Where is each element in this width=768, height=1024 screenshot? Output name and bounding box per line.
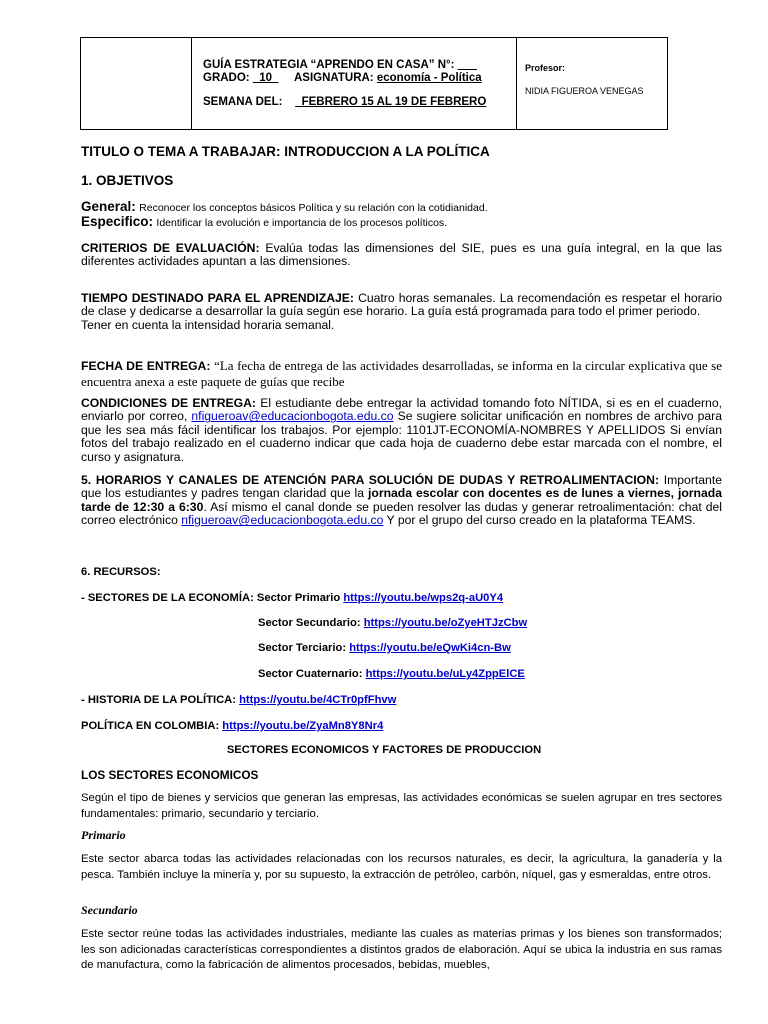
- schedule-hours: jornada escolar con docentes es de lunes a viernes, jornada tarde de 12:30 a 6:30: [81, 486, 722, 514]
- time-text-2: Tener en cuenta la intensidad horaria semanal.: [81, 317, 335, 332]
- resources-heading: 6. RECURSOS:: [81, 566, 161, 578]
- history-link[interactable]: https://youtu.be/4CTr0pfFhvw: [239, 694, 397, 706]
- teacher-cell: [517, 38, 667, 129]
- colombia-resource: [81, 720, 383, 732]
- subject-value: economía - Política: [376, 72, 482, 84]
- primary-paragraph: Este sector abarca todas las actividades relacionadas con los recursos naturales, es decir, la agricultura, la ganadería y la pesca. También incluye la minería y, por su supuesto, la extracción de petróleo, carbón, níquel, gas y esmeraldas, entre otros.: [81, 853, 722, 881]
- schedule-label: 5. HORARIOS Y CANALES DE ATENCIÓN PARA SOLUCIÓN DE DUDAS Y RETROALIMENTACION:: [81, 473, 660, 487]
- colombia-link[interactable]: https://youtu.be/ZyaMn8Y8Nr4: [222, 720, 384, 732]
- topic-title: TITULO O TEMA A TRABAJAR: INTRODUCCION A LA POLÍTICA: [81, 144, 490, 159]
- delivery-conditions: [81, 397, 722, 464]
- intro-paragraph: Según el tipo de bienes y servicios que generan las empresas, las actividades económicas se suelen agrupar en tres sectores fundamentales: primario, secundario y terciario.: [81, 792, 722, 820]
- sectors-resource: [81, 592, 503, 604]
- header-table: [80, 37, 668, 130]
- colombia-label: POLÍTICA EN COLOMBIA:: [81, 720, 220, 732]
- quaternary-label: Sector Cuaternario:: [258, 668, 363, 680]
- conditions-label: CONDICIONES DE ENTREGA:: [81, 396, 256, 410]
- week-line: [203, 96, 486, 108]
- schedule-text-a: Importante que los estudiantes y padres tengan claridad que la: [81, 473, 722, 501]
- logo-cell: [81, 38, 192, 129]
- guide-info-cell: [192, 38, 517, 129]
- sectors-label: - SECTORES DE LA ECONOMÍA: Sector Primario: [81, 592, 341, 604]
- conditions-text-a: El estudiante debe entregar la actividad tomando foto NÍTIDA, si es en el cuaderno, enviarlo por correo,: [81, 396, 722, 424]
- schedule-text-b: . Así mismo el canal donde se pueden resolver las dudas y generar retroalimentación: chat del correo electrónico: [81, 499, 722, 528]
- specific-objective: [81, 215, 722, 230]
- sectors-heading: LOS SECTORES ECONOMICOS: [81, 768, 259, 782]
- specific-label: Especifico:: [81, 214, 154, 229]
- secondary-heading: Secundario: [81, 903, 138, 917]
- week-label: SEMANA DEL:: [203, 96, 283, 108]
- tertiary-resource: [258, 642, 511, 654]
- tertiary-sector-link[interactable]: https://youtu.be/eQwKi4cn-Bw: [349, 642, 511, 654]
- schedule-section: [81, 474, 722, 528]
- criteria-label: CRITERIOS DE EVALUACIÓN:: [81, 241, 260, 255]
- guide-number: ___: [457, 59, 477, 71]
- week-value: _FEBRERO 15 AL 19 DE FEBRERO: [295, 96, 487, 108]
- secondary-label: Sector Secundario:: [258, 617, 361, 629]
- time-label: TIEMPO DESTINADO PARA EL APRENDIZAJE:: [81, 291, 354, 305]
- teacher-label: Profesor:: [525, 63, 566, 73]
- guide-title: [203, 59, 477, 71]
- teacher-name: NIDIA FIGUEROA VENEGAS: [525, 86, 644, 96]
- history-resource: [81, 694, 396, 706]
- specific-text: Identificar la evolución e importancia de los procesos políticos.: [156, 217, 448, 229]
- quaternary-sector-link[interactable]: https://youtu.be/uLy4ZppElCE: [365, 668, 525, 680]
- tertiary-label: Sector Terciario:: [258, 642, 347, 654]
- time-text: Cuatro horas semanales. La recomendación es respetar el horario de clase y dedicarse a desarrollar la guía según ese horario. La guía está programada para todo el primer periodo.: [81, 291, 723, 319]
- secondary-resource: [258, 617, 527, 629]
- secondary-paragraph: Este sector reúne todas las actividades industriales, mediante las cuales as materias primas y los bienes son transformados; les son adicionadas características correspondientes a distintos grados de elaboración. Aquí se ubica la industria en sus ramas de manufactura, como la fabricación de alimentos procesados, bebidas, muebles,: [81, 928, 722, 971]
- grade-value: _10_: [252, 72, 279, 84]
- schedule-text-c: Y por el grupo del curso creado en la plataforma TEAMS.: [386, 513, 696, 528]
- quaternary-resource: [258, 668, 525, 680]
- grade-label: GRADO:: [203, 72, 250, 84]
- delivery-date-text: “La fecha de entrega de las actividades desarrolladas, se informa en la circular explicativa que se encuentra anexa a este paquete de guías que recibe: [81, 358, 723, 389]
- delivery-date: [81, 358, 722, 390]
- general-label: General:: [81, 199, 136, 214]
- delivery-date-label: FECHA DE ENTREGA:: [81, 359, 211, 373]
- conditions-text-b: Se sugiere solicitar unificación en nombres de archivo para que les sea más fácil identificar los trabajos. Por ejemplo: 1101JT-ECONOMÍA-NOMBRES Y APELLIDOS Si envían fotos del trabajo realizado en el cuaderno indicar que cada hoja de cuaderno debe estar marcada con el nombre, el curso y asignatura.: [81, 409, 723, 464]
- general-text: Reconocer los conceptos básicos Política y su relación con la cotidianidad.: [139, 202, 488, 214]
- evaluation-criteria: [81, 242, 722, 269]
- schedule-email-link[interactable]: nfigueroav@educacionbogota.edu.co: [181, 513, 384, 528]
- subject-label: ASIGNATURA:: [294, 72, 374, 84]
- guide-title-text: GUÍA ESTRATEGIA “APRENDO EN CASA” N°:: [203, 59, 455, 71]
- section-title: SECTORES ECONOMICOS Y FACTORES DE PRODUCCION: [226, 744, 542, 756]
- primary-heading: Primario: [81, 828, 126, 842]
- secondary-sector-link[interactable]: https://youtu.be/oZyeHTJzCbw: [363, 617, 528, 629]
- grade-subject-line: [203, 72, 482, 84]
- criteria-text: Evalúa todas las dimensiones del SIE, pues es una guía integral, en la que las diferentes actividades apuntan a las dimensiones.: [81, 241, 722, 269]
- primary-sector-link[interactable]: https://youtu.be/wps2q-aU0Y4: [343, 592, 504, 604]
- learning-time: [81, 292, 722, 332]
- general-objective: [81, 200, 722, 215]
- teacher-email-link[interactable]: nfigueroav@educacionbogota.edu.co: [191, 409, 394, 424]
- objectives-heading: 1. OBJETIVOS: [81, 173, 174, 188]
- history-label: - HISTORIA DE LA POLÍTICA:: [81, 694, 236, 706]
